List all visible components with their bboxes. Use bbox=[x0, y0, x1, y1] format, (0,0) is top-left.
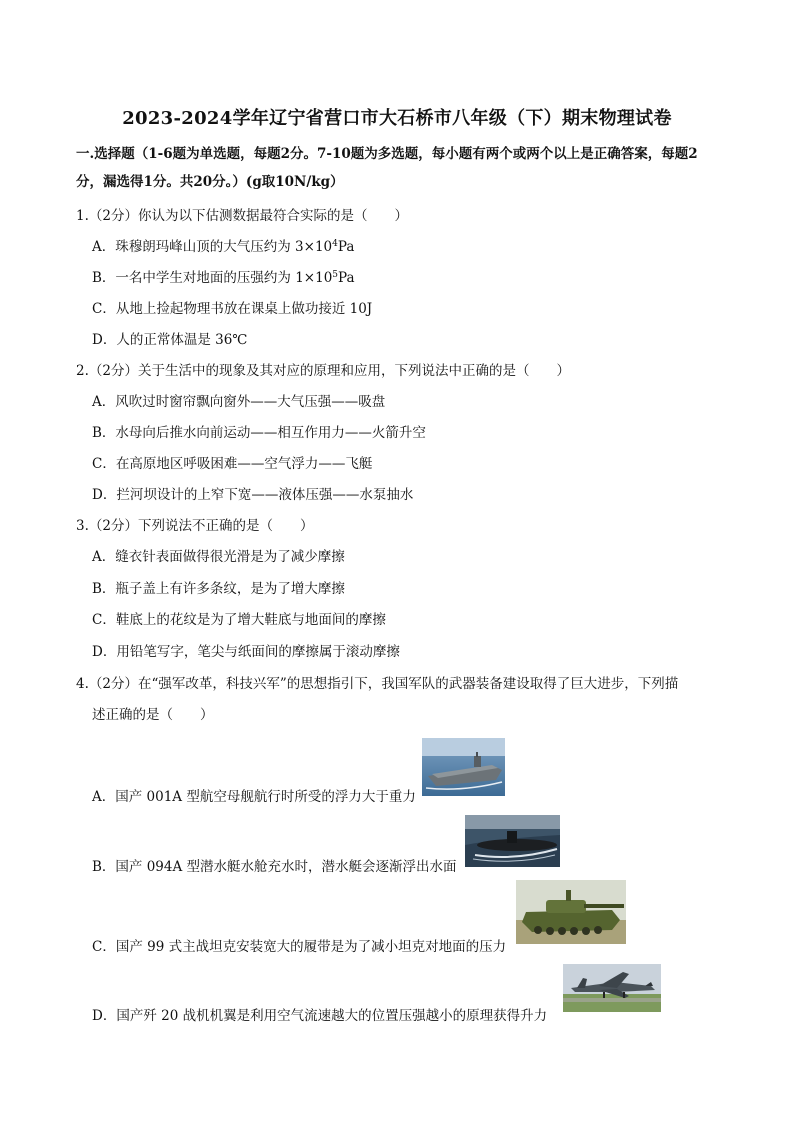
question-1-option-d: D．人的正常体温是 36℃ bbox=[92, 332, 248, 348]
section-instructions-line2: 分，漏选得1分。共20分。）(g取10N/kg） bbox=[76, 174, 344, 190]
question-3-option-a: A．缝衣针表面做得很光滑是为了减少摩擦 bbox=[92, 549, 345, 565]
fighter-jet-image bbox=[563, 964, 661, 1012]
question-2-option-c: C．在高原地区呼吸困难——空气浮力——飞艇 bbox=[92, 456, 373, 472]
tank-image bbox=[516, 880, 626, 944]
question-3-option-c: C．鞋底上的花纹是为了增大鞋底与地面间的摩擦 bbox=[92, 612, 386, 628]
submarine-image bbox=[465, 815, 560, 867]
exam-title: 2023-2024学年辽宁省营口市大石桥市八年级（下）期末物理试卷 bbox=[122, 108, 672, 129]
question-3-option-d: D．用铅笔写字，笔尖与纸面间的摩擦属于滚动摩擦 bbox=[92, 644, 400, 660]
question-2-option-a: A．风吹过时窗帘飘向窗外——大气压强——吸盘 bbox=[92, 394, 386, 410]
section-instructions-line1: 一.选择题（1-6题为单选题，每题2分。7-10题为多选题，每小题有两个或两个以上是正确答案，每题2 bbox=[76, 146, 698, 162]
question-3-option-b: B．瓶子盖上有许多条纹，是为了增大摩擦 bbox=[92, 581, 345, 597]
question-1-option-b: B．一名中学生对地面的压强约为 $1\times 10^5Pa$ bbox=[92, 270, 355, 286]
question-4-option-c: C．国产 99 式主战坦克安装宽大的履带是为了减小坦克对地面的压力 bbox=[92, 939, 507, 955]
question-1-option-a: A．珠穆朗玛峰山顶的大气压约为 $3\times 10^4Pa$ bbox=[92, 239, 355, 255]
question-2-option-b: B．水母向后推水向前运动——相互作用力——火箭升空 bbox=[92, 425, 426, 441]
question-4-option-d: D．国产歼 20 战机机翼是利用空气流速越大的位置压强越小的原理获得升力 bbox=[92, 1008, 548, 1024]
question-4-option-a: A．国产 001A 型航空母舰航行时所受的浮力大于重力 bbox=[92, 789, 416, 805]
aircraft-carrier-image bbox=[422, 738, 505, 796]
question-4-stem-continued: 述正确的是（ ） bbox=[92, 707, 214, 723]
question-4-stem: 4.（2分）在“强军改革，科技兴军”的思想指引下，我国军队的武器装备建设取得了巨大进步，下列描 bbox=[76, 676, 679, 692]
question-4-option-b: B．国产 094A 型潜水艇水舱充水时，潜水艇会逐渐浮出水面 bbox=[92, 859, 457, 875]
question-2-stem: 2.（2分）关于生活中的现象及其对应的原理和应用，下列说法中正确的是（ ） bbox=[76, 363, 570, 379]
question-2-option-d: D．拦河坝设计的上窄下宽——液体压强——水泵抽水 bbox=[92, 487, 414, 503]
section-header bbox=[76, 140, 726, 196]
question-3-stem: 3.（2分）下列说法不正确的是（ ） bbox=[76, 518, 314, 534]
question-1-stem: 1.（2分）你认为以下估测数据最符合实际的是（ ） bbox=[76, 208, 408, 224]
question-1-option-c: C．从地上捡起物理书放在课桌上做功接近 10J bbox=[92, 301, 373, 317]
